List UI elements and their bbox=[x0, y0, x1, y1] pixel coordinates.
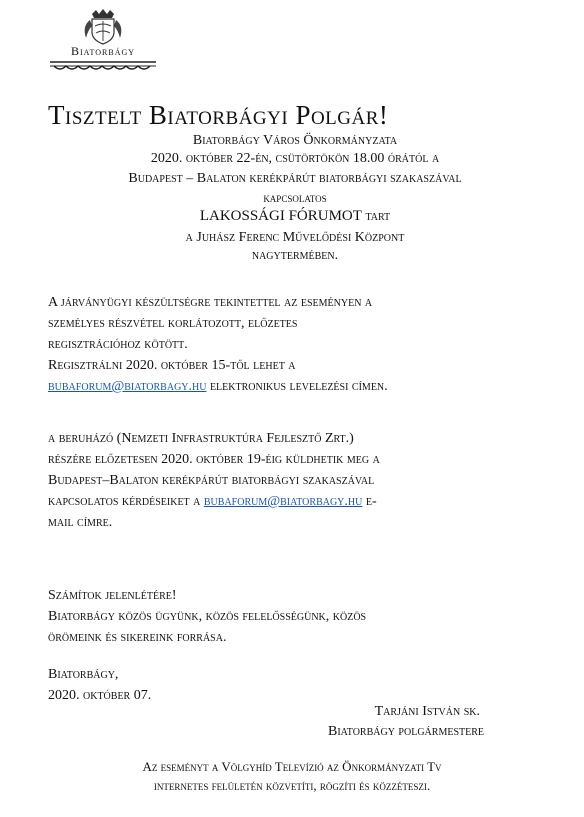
forum-heading-tail: tart bbox=[361, 209, 391, 224]
logo-text: Biatorbágy bbox=[70, 44, 136, 58]
para3-line: Számítok jelenlétére! bbox=[48, 588, 177, 603]
para2-line: részére előzetesen 2020. október 19-éig küldhetik meg a bbox=[48, 452, 380, 467]
signature-role: Biatorbágy polgármestere bbox=[328, 724, 484, 739]
forum-heading: LAKOSSÁGI FÓRUMOT bbox=[199, 208, 362, 224]
para2-line-head: kapcsolatos kérdéseiket a bbox=[48, 494, 204, 509]
para2-line: mail címre. bbox=[48, 515, 113, 530]
para1-line-tail: elektronikus levelezési címen. bbox=[206, 379, 388, 394]
footer-line: internetes felületén közvetíti, rögzíti és közzéteszi. bbox=[153, 778, 431, 793]
intro-line: kapcsolatos bbox=[263, 190, 327, 205]
para2-line: a beruházó (Nemzeti Infrastruktúra Fejlesztő Zrt.) bbox=[48, 431, 354, 446]
email-link[interactable]: bubaforum@biatorbagy.hu bbox=[203, 494, 363, 509]
signature-name: Tarjáni István sk. bbox=[374, 704, 480, 719]
date: 2020. október 07. bbox=[48, 688, 152, 703]
para3-line: örömeink és sikereink forrása. bbox=[48, 630, 227, 645]
place: Biatorbágy, bbox=[48, 667, 119, 682]
para2-line-tail: e- bbox=[362, 494, 377, 509]
page-title: Tisztelt Biatorbágyi Polgár! bbox=[48, 100, 389, 130]
email-link[interactable]: bubaforum@biatorbagy.hu bbox=[48, 379, 207, 394]
para2-line: Budapest–Balaton kerékpárút biatorbágyi szakaszával bbox=[48, 473, 375, 488]
footer-line: Az eseményt a Völgyhíd Televízió az Önkormányzati Tv bbox=[142, 759, 442, 774]
forum-announcement bbox=[60, 207, 530, 226]
intro-line: 2020. október 22-én, csütörtökön 18.00 órától a bbox=[150, 151, 440, 166]
para3-line: Biatorbágy közös ügyünk, közös felelősségünk, közös bbox=[48, 609, 367, 624]
intro-line: Budapest – Balaton kerékpárút biatorbágyi szakaszával bbox=[128, 171, 462, 186]
para1-line bbox=[48, 376, 548, 397]
coat-of-arms-logo bbox=[48, 8, 158, 88]
para2-line bbox=[48, 491, 548, 512]
para1-line: személyes részvétel korlátozott, előzetes bbox=[48, 316, 298, 331]
intro-line: Biatorbágy Város Önkormányzata bbox=[192, 133, 398, 148]
para1-line: A járványügyi készültségre tekintettel az eseményen a bbox=[48, 295, 373, 310]
para1-line: Regisztrálni 2020. október 15-től lehet a bbox=[48, 358, 296, 373]
intro-line: a Juhász Ferenc Művelődési Központ bbox=[185, 230, 405, 245]
intro-line: nagytermében. bbox=[251, 248, 339, 263]
para1-line: regisztrációhoz kötött. bbox=[48, 337, 188, 352]
